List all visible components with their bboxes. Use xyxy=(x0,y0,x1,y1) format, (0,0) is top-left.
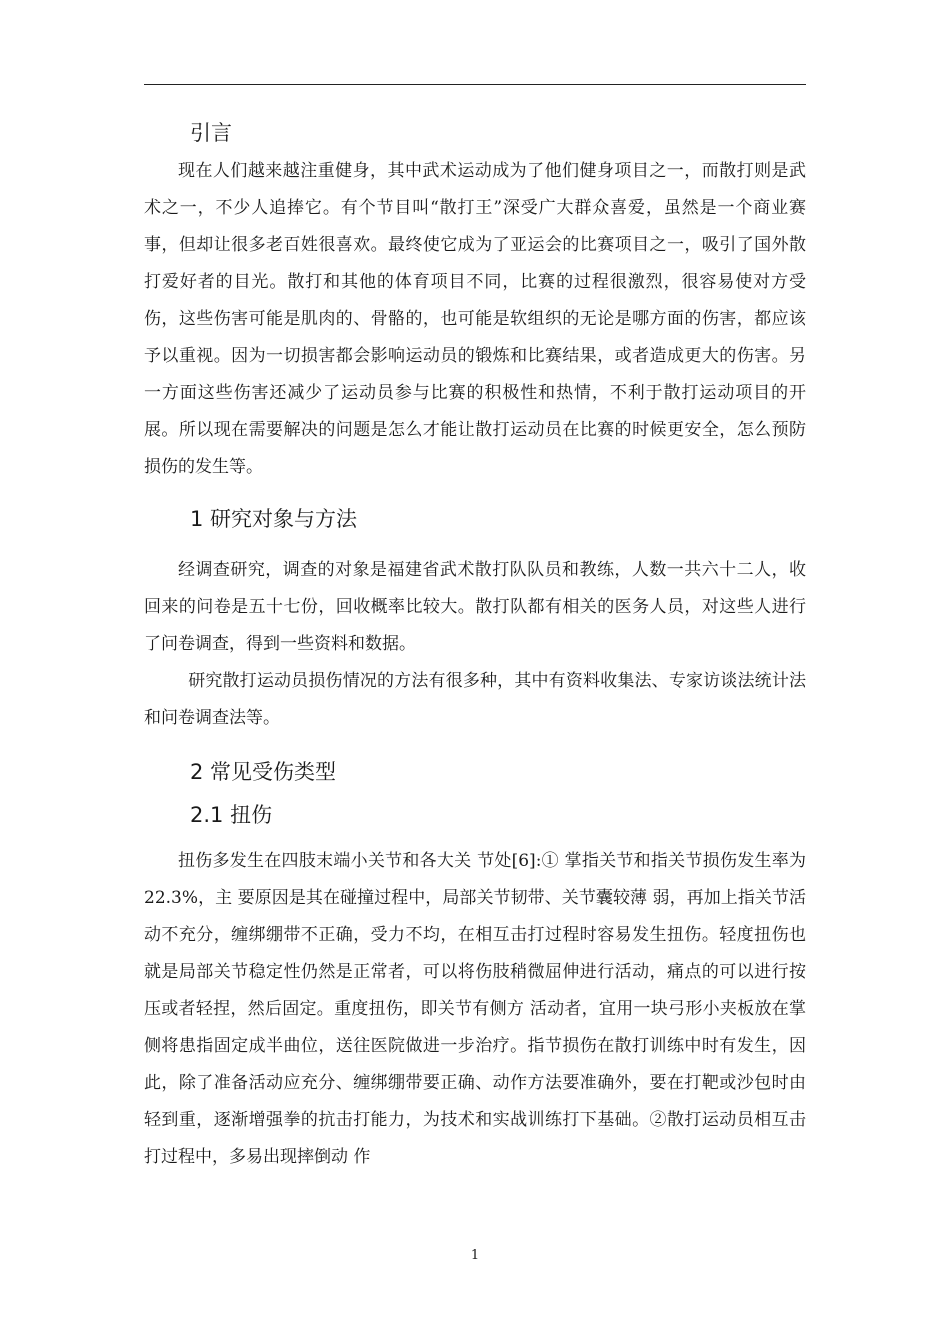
document-body xyxy=(144,110,806,1176)
paragraph-method-1: 经调查研究，调查的对象是福建省武术散打队队员和教练，人数一共六十二人，收回来的问卷是五十七份，回收概率比较大。散打队都有相关的医务人员，对这些人进行了问卷调查，得到一些资料和数据。 xyxy=(144,559,806,654)
header-rule xyxy=(144,84,806,85)
paragraph-method-2: 研究散打运动员损伤情况的方法有很多种，其中有资料收集法、专家访谈法统计法和问卷调查法等。 xyxy=(144,670,806,728)
paragraph-intro: 现在人们越来越注重健身，其中武术运动成为了他们健身项目之一，而散打则是武术之一，不少人追捧它。有个节目叫“散打王”深受广大群众喜爱，虽然是一个商业赛事，但却让很多老百姓很喜欢。最终使它成为了亚运会的比赛项目之一，吸引了国外散打爱好者的目光。散打和其他的体育项目不同，比赛的过程很激烈，很容易使对方受伤，这些伤害可能是肌肉的、骨骼的，也可能是软组织的无论是哪方面的伤害，都应该予以重视。因为一切损害都会影响运动员的锻炼和比赛结果，或者造成更大的伤害。另一方面这些伤害还减少了运动员参与比赛的积极性和热情，不利于散打运动项目的开展。所以现在需要解决的问题是怎么才能让散打运动员在比赛的时候更安全，怎么预防损伤的发生等。 xyxy=(144,161,806,478)
heading-section-1: 1 研究对象与方法 xyxy=(190,507,358,532)
heading-intro: 引言 xyxy=(190,121,232,145)
heading-section-2-1: 2.1 扭伤 xyxy=(190,802,273,827)
heading-section-2: 2 常见受伤类型 xyxy=(190,759,337,784)
paragraph-sprain: 扭伤多发生在四肢末端小关节和各大关 节处[6]:① 掌指关节和指关节损伤发生率为 22.3%，主 要原因是其在碰撞过程中，局部关节韧带、关节囊较薄 弱，再加上指关节活动不充分，缠绑绷带不正确，受力不均，在相互击打过程时容易发生扭伤。轻度扭伤也就是局部关节稳定性仍然是正常者，可以将伤肢稍微屈伸进行活动，痛点的可以进行按压或者轻捏，然后固定。重度扭伤，即关节有侧方 活动者，宜用一块弓形小夹板放在掌侧将患指固定成半曲位，送往医院做进一步治疗。指节损伤在散打训练中时有发生，因此，除了准备活动应充分、缠绑绷带要正确、动作方法要准确外，要在打靶或沙包时由轻到重，逐渐增强拳的抗击打能力，为技术和实战训练打下基础。②散打运动员相互击打过程中，多易出现摔倒动 作 xyxy=(144,851,806,1168)
page-number: 1 xyxy=(470,1248,480,1263)
